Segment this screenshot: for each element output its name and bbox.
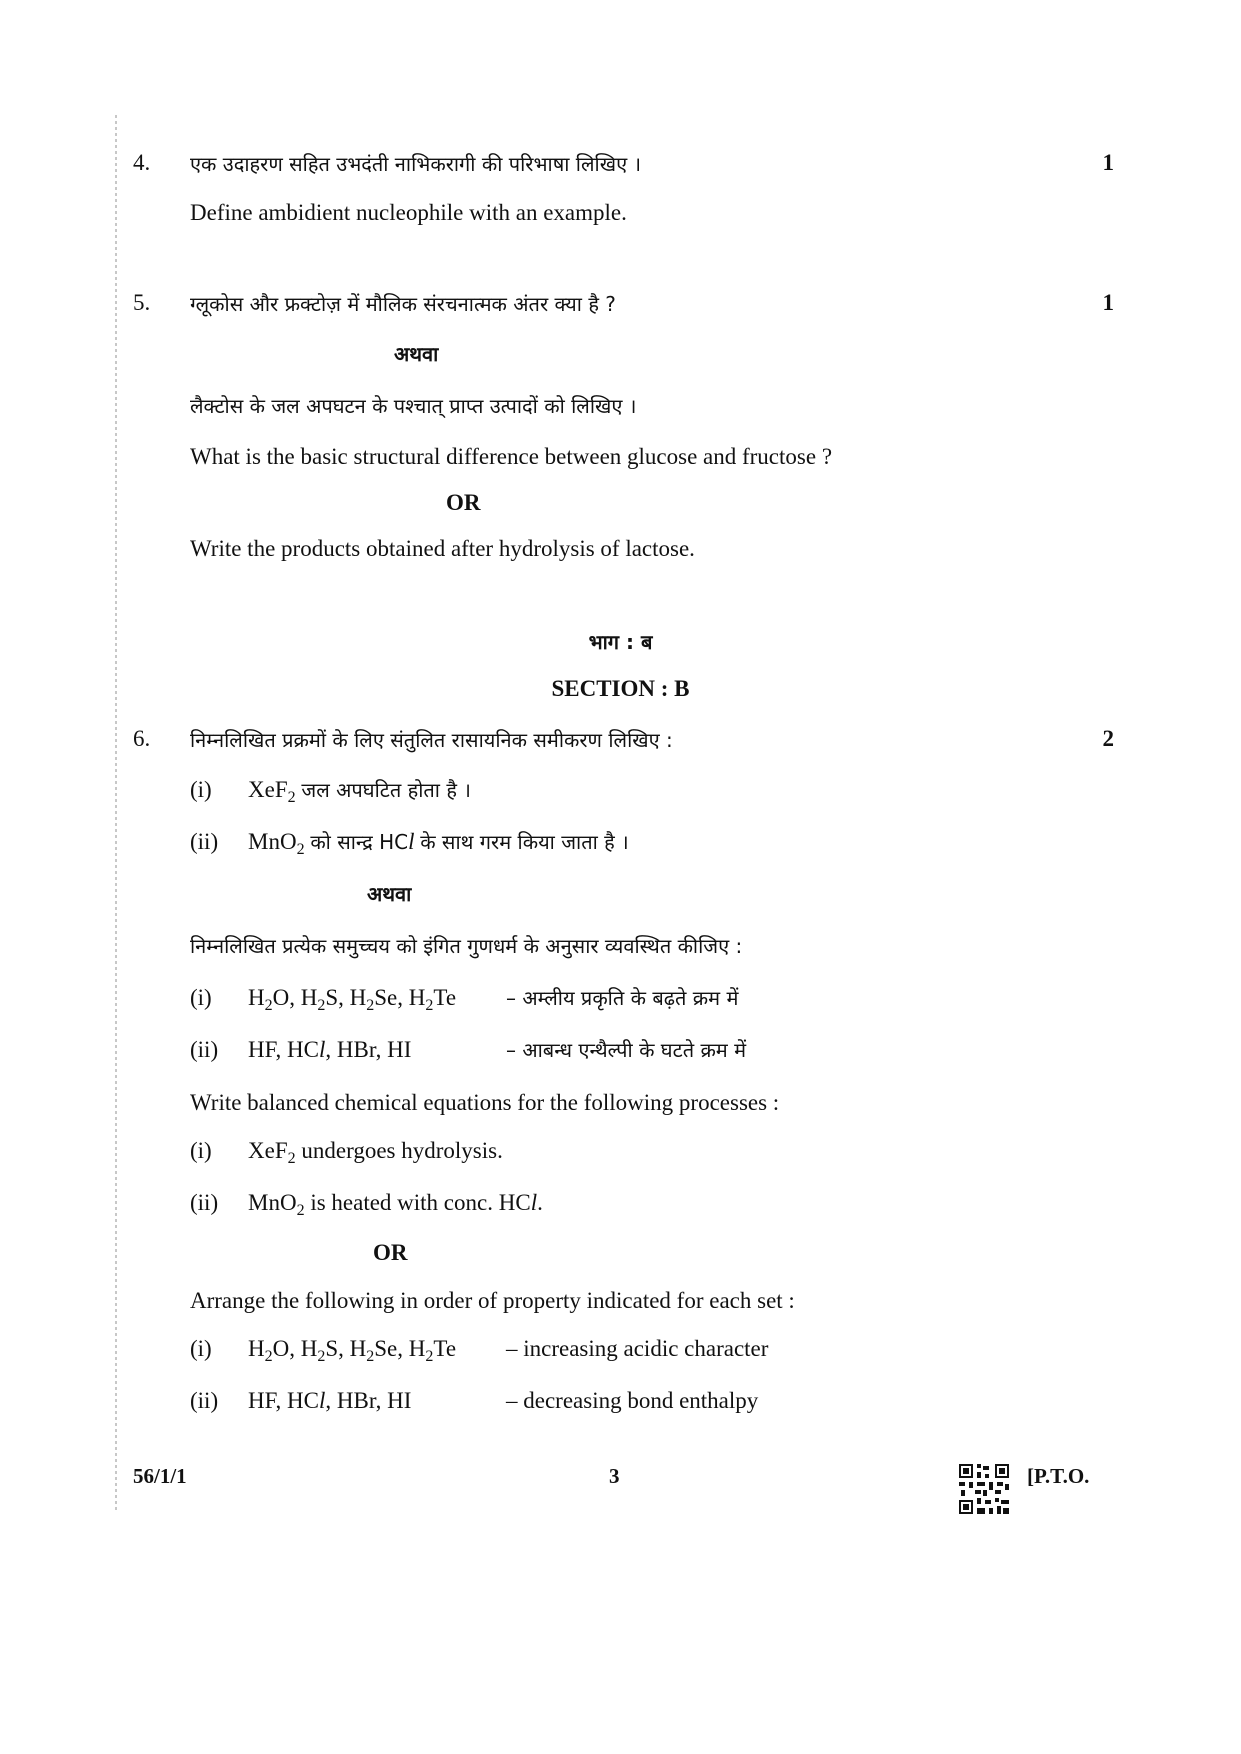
paper-code: 56/1/1	[133, 1464, 187, 1488]
formula-mno: MnO	[248, 1190, 297, 1215]
subscript: 2	[296, 841, 305, 858]
part-text: को सान्द्र HC	[310, 830, 409, 854]
property-text: – अम्लीय प्रकृति के बढ़ते क्रम में	[506, 986, 739, 1010]
subscript: 2	[287, 1150, 296, 1167]
formula-xef: XeF	[248, 777, 288, 802]
q5-hindi-alt-text: लैक्टोस के जल अपघटन के पश्चात् प्राप्त उत्पादों को लिखिए ।	[190, 394, 637, 418]
property-text: – आबन्ध एन्थैल्पी के घटते क्रम में	[506, 1038, 747, 1062]
subscript: 2	[296, 1202, 305, 1219]
qr-code-icon	[959, 1464, 1009, 1514]
part-label: (i)	[190, 777, 212, 802]
q6-english-alt-part-ii	[190, 1388, 758, 1414]
q6-hindi-alt-part-ii	[190, 1036, 746, 1063]
q6-english-alt-part-i	[190, 1336, 768, 1366]
q4-english-text: Define ambidient nucleophile with an example.	[190, 200, 627, 225]
q6-english-part-ii: (ii) MnO$_2$ is heated with conc. HCl.	[190, 1190, 543, 1219]
subscript: 2	[287, 789, 296, 806]
question-number-4: 4.	[133, 150, 151, 175]
q6-marks: 2	[1102, 726, 1114, 751]
q5-english-alt-text: Write the products obtained after hydrolysis of lactose.	[190, 536, 695, 561]
property-text: – increasing acidic character	[506, 1336, 769, 1361]
margin-decoration	[115, 115, 117, 1510]
part-label: (ii)	[190, 1037, 219, 1062]
q5-english-text: What is the basic structural difference between glucose and fructose ?	[190, 444, 833, 469]
part-label: (ii)	[190, 1190, 219, 1215]
q6-hindi-part-i	[190, 776, 471, 807]
formula-set-hydrides: $H_2O$, $H_2S$, $H_2Se$, $H_2Te$	[248, 985, 457, 1014]
part-text: is heated with conc. HC	[310, 1190, 531, 1215]
part-label: (ii)	[190, 829, 219, 854]
page-number: 3	[609, 1464, 620, 1488]
pto-label: [P.T.O.	[1027, 1464, 1090, 1488]
italic-l: l	[408, 829, 415, 854]
q4-marks: 1	[1102, 150, 1114, 175]
q6-hindi-alt-part-i	[190, 984, 738, 1015]
q6-hindi-part-ii	[190, 828, 629, 859]
property-text: – decreasing bond enthalpy	[506, 1388, 759, 1413]
q5-hindi-text: ग्लूकोस और फ्रक्टोज़ में मौलिक संरचनात्मक अंतर क्या है ?	[190, 292, 616, 316]
formula-mno: MnO	[248, 829, 297, 854]
q6-english-alt-text: Arrange the following in order of property indicated for each set :	[190, 1288, 795, 1313]
q5-or-english: OR	[446, 490, 481, 515]
question-number-6: 6.	[133, 726, 151, 751]
part-label: (i)	[190, 1138, 212, 1163]
italic-l: l	[530, 1190, 538, 1215]
q6-hindi-text: निम्नलिखित प्रक्रमों के लिए संतुलित रासायनिक समीकरण लिखिए :	[190, 728, 673, 752]
part-label: (ii)	[190, 1388, 219, 1413]
part-label: (i)	[190, 985, 212, 1010]
section-heading-hindi: भाग : ब	[588, 630, 653, 654]
question-number-5: 5.	[133, 290, 151, 315]
part-label: (i)	[190, 1336, 212, 1361]
q4-hindi-text: एक उदाहरण सहित उभदंती नाभिकरागी की परिभाषा लिखिए ।	[190, 152, 642, 176]
q6-english-text: Write balanced chemical equations for the following processes :	[190, 1090, 780, 1115]
part-text-2: के साथ गरम किया जाता है ।	[420, 830, 629, 854]
formula-set-hydrides: $H_2O$, $H_2S$, $H_2Se$, $H_2Te$	[248, 1336, 457, 1365]
q5-or-hindi: अथवा	[394, 342, 439, 366]
formula-set-halides: HF, HCl, HBr, HI	[248, 1037, 412, 1062]
part-text: undergoes hydrolysis.	[301, 1138, 503, 1163]
formula-xef: XeF	[248, 1138, 288, 1163]
q5-marks: 1	[1102, 290, 1114, 315]
formula-set-halides: HF, HCl, HBr, HI	[248, 1388, 412, 1413]
section-heading-english: SECTION : B	[551, 676, 690, 701]
q6-hindi-alt-text: निम्नलिखित प्रत्येक समुच्चय को इंगित गुणधर्म के अनुसार व्यवस्थित कीजिए :	[190, 934, 743, 958]
q6-english-part-i	[190, 1138, 503, 1168]
q6-or-english: OR	[373, 1240, 408, 1265]
q6-or-hindi: अथवा	[367, 882, 412, 906]
part-text: जल अपघटित होता है ।	[301, 778, 471, 802]
